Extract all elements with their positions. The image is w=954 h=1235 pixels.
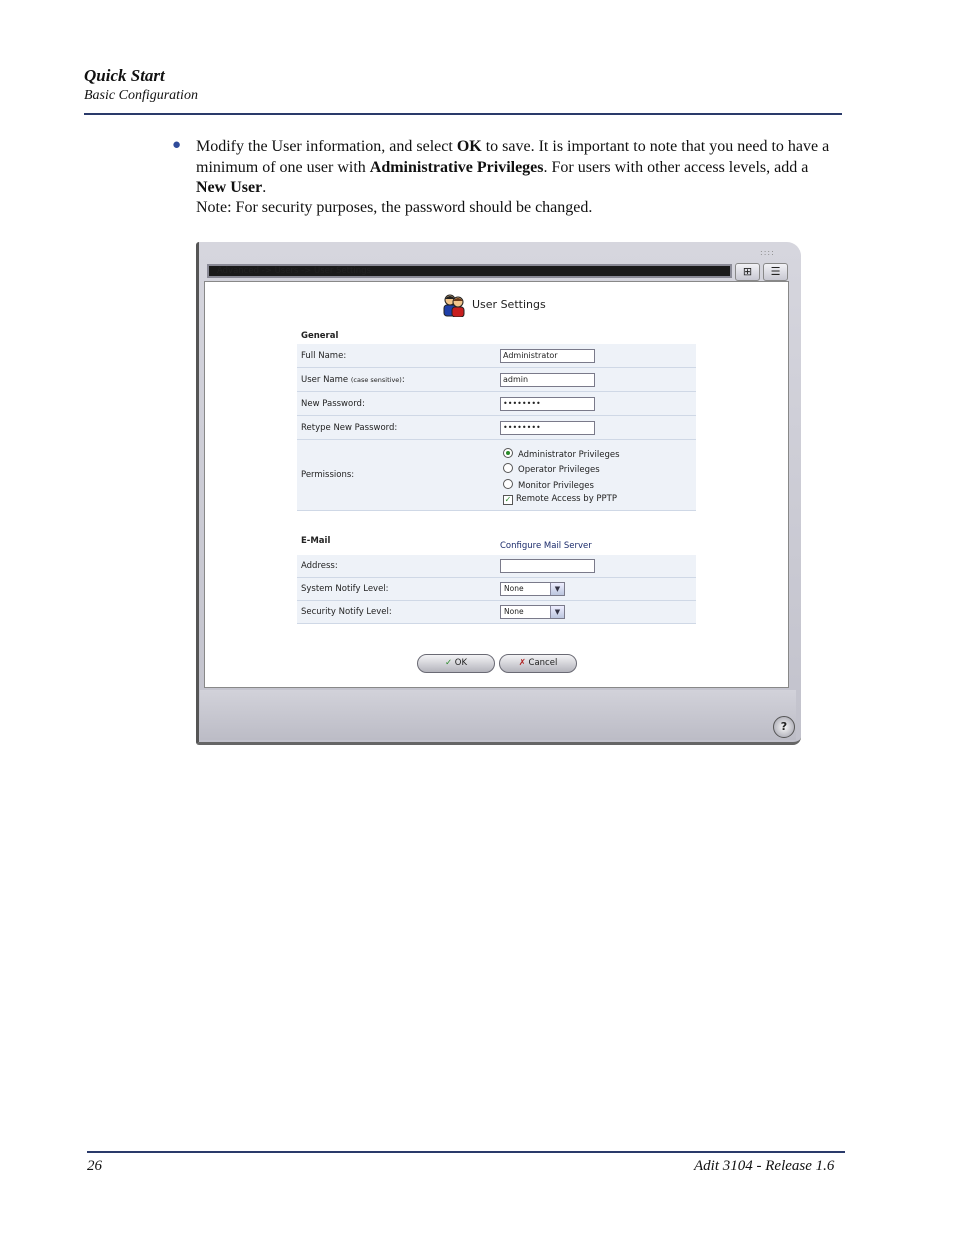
ok-button[interactable] [417,654,495,673]
retype-password-label: Retype New Password: [301,423,398,433]
row-address [297,555,696,578]
cancel-label: Cancel [528,658,558,668]
release-label: Adit 3104 - Release 1.6 [694,1158,835,1174]
menu-list-icon[interactable]: ☰ [763,263,788,281]
radio-icon[interactable] [503,479,513,489]
para-bold-new-user: New User [196,179,263,196]
security-notify-label: Security Notify Level: [301,607,392,617]
para-text: to save. It is important to note that you need to have a minimum of one user with [196,138,830,176]
user-name-colon: : [401,375,405,385]
permissions-label: Permissions: [301,470,355,480]
checkbox-checked-icon[interactable]: ✓ [504,495,512,504]
users-icon [442,293,466,317]
header-divider [84,113,842,115]
user-name-label-text: User Name [301,375,349,385]
user-name-field[interactable]: admin [500,373,595,387]
bullet-marker: ● [172,137,182,153]
page-title: User Settings [472,298,546,311]
email-heading: E-Mail [301,536,331,546]
new-password-field[interactable]: •••••••• [500,397,595,411]
window-grip: :::: [760,248,775,257]
address-field[interactable] [500,559,595,573]
perm-operator-label: Operator Privileges [518,465,600,475]
section-subtitle: Basic Configuration [84,88,198,103]
perm-operator-option[interactable] [503,463,600,475]
row-full-name [297,344,696,368]
help-icon[interactable]: ? [773,716,795,738]
x-icon: ✗ [518,658,526,668]
case-sensitive-note: (case sensitive) [350,376,402,384]
perm-monitor-label: Monitor Privileges [518,481,594,491]
retype-password-field[interactable]: •••••••• [500,421,595,435]
configure-mail-server-link[interactable]: Configure Mail Server [500,541,592,551]
radio-icon[interactable] [503,463,513,473]
security-note: Note: For security purposes, the password should be changed. [196,199,593,216]
ok-label: OK [454,658,468,668]
para-bold-admin: Administrative Privileges [369,158,544,176]
para-text: . For users with other access levels, add a [543,158,809,176]
radio-selected-icon[interactable] [503,448,513,458]
instruction-paragraph [196,137,836,199]
perm-admin-label: Administrator Privileges [518,450,620,460]
general-heading: General [301,331,339,341]
para-text: . [262,179,267,196]
para-bold-ok: OK [456,138,482,155]
address-label: Address: [301,561,338,571]
system-notify-select[interactable] [500,582,565,596]
chapter-title: Quick Start [84,66,165,85]
row-permissions [297,440,696,511]
security-notify-value: None [504,607,524,616]
perm-remote-label: Remote Access by PPTP [516,494,617,504]
chevron-down-icon[interactable]: ▼ [550,606,564,618]
perm-remote-option[interactable] [503,494,617,505]
perm-admin-option[interactable] [503,448,620,460]
check-icon: ✓ [444,658,453,668]
page-number: 26 [87,1158,102,1174]
footer-divider [87,1151,845,1153]
window-bottom-bar [200,690,796,740]
full-name-field[interactable]: Administrator [500,349,595,363]
para-text: Modify the User information, and select [196,138,457,155]
perm-monitor-option[interactable] [503,479,594,491]
system-notify-label: System Notify Level: [301,584,389,594]
cancel-button[interactable] [499,654,577,673]
breadcrumb: Advanced -> Users -> User Settings [207,264,732,278]
network-map-icon[interactable]: ⊞ [735,263,760,281]
user-name-label [301,375,405,385]
new-password-label: New Password: [301,399,365,409]
full-name-label: Full Name: [301,351,347,361]
chevron-down-icon[interactable]: ▼ [550,583,564,595]
system-notify-value: None [504,584,524,593]
security-notify-select[interactable] [500,605,565,619]
